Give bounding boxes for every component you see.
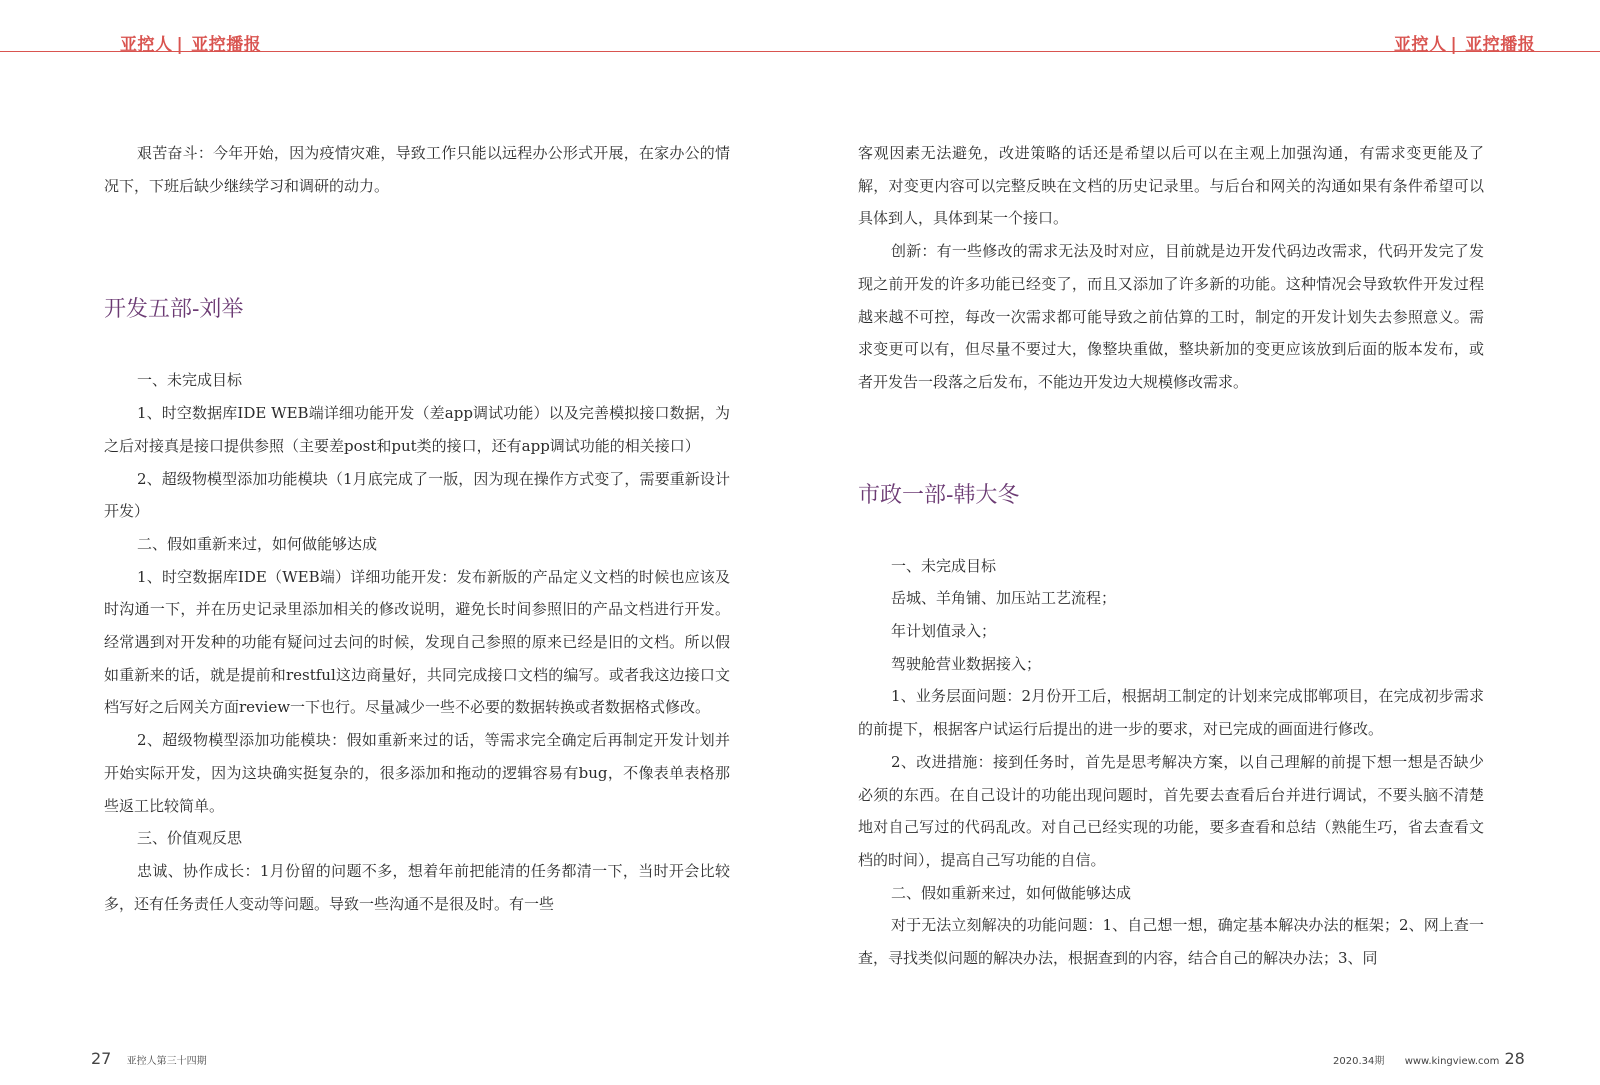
header-brand: 亚控人 [1394, 35, 1447, 55]
header-separator: | [176, 35, 184, 55]
paragraph: 忠诚、协作成长：1月份留的问题不多，想着年前把能清的任务都清一下，当时开会比较多，还有任务责任人变动等问题。导致一些沟通不是很及时。有一些 [104, 861, 730, 913]
paragraph: 年计划值录入； [891, 622, 997, 641]
paragraph: 驾驶舱营业数据接入； [891, 654, 1042, 673]
paragraph: 对于无法立刻解决的功能问题：1、自己想一想，确定基本解决办法的框架；2、网上查一查，寻找类似问题的解决办法，根据查到的内容，结合自己的解决办法；3、同 [858, 916, 1484, 968]
paragraph: 2、改进措施：接到任务时，首先是思考解决方案，以自己理解的前提下想一想是否缺少必须的东西。在自己设计的功能出现问题时，首先要去查看后台并进行调试，不要头脑不清楚地对自己写过的代码乱改。对自己已经实现的功能，要多查看和总结（熟能生巧，省去查看文档的时间），提高自己写功能的自信。 [858, 752, 1484, 869]
paragraph: 客观因素无法避免，改进策略的话还是希望以后可以在主观上加强沟通，有需求变更能及了解，对变更内容可以完整反映在文档的历史记录里。与后台和网关的沟通如果有条件希望可以具体到人，具体到某一个接口。 [858, 144, 1484, 228]
paragraph: 1、业务层面问题：2月份开工后，根据胡工制定的计划来完成邯郸项目，在完成初步需求的前提下，根据客户试运行后提出的进一步的要求，对已完成的画面进行修改。 [858, 687, 1484, 739]
header-section: 亚控播报 [191, 35, 262, 55]
paragraph: 二、假如重新来过，如何做能够达成 [137, 534, 378, 553]
header-right [1394, 30, 1535, 55]
left-page-column [104, 137, 730, 920]
header-separator: | [1450, 35, 1458, 55]
right-page-column [858, 137, 1484, 975]
paragraph: 2、超级物模型添加功能模块（1月底完成了一版，因为现在操作方式变了，需要重新设计开发） [104, 469, 730, 521]
section-heading: 开发五部-刘举 [104, 297, 244, 323]
website: www.kingview.com [1404, 1056, 1500, 1067]
paragraph: 一、未完成目标 [891, 556, 997, 575]
issue-label: 亚控人第三十四期 [126, 1056, 207, 1067]
paragraph: 艰苦奋斗：今年开始，因为疫情灾难，导致工作只能以远程办公形式开展，在家办公的情况下，下班后缺少继续学习和调研的动力。 [104, 144, 730, 195]
header-brand: 亚控人 [120, 35, 173, 55]
paragraph: 三、价值观反思 [137, 829, 243, 848]
header-section: 亚控播报 [1465, 35, 1536, 55]
paragraph: 一、未完成目标 [137, 371, 243, 390]
footer-left [91, 1049, 207, 1068]
section-heading: 市政一部-韩大冬 [858, 482, 1020, 508]
paragraph: 二、假如重新来过，如何做能够达成 [891, 883, 1132, 902]
paragraph: 创新：有一些修改的需求无法及时对应，目前就是边开发代码边改需求，代码开发完了发现之前开发的许多功能已经变了，而且又添加了许多新的功能。这种情况会导致软件开发过程越来越不可控，每改一次需求都可能导致之前估算的工时，制定的开发计划失去参照意义。需求变更可以有，但尽量不要过大，像整块重做，整块新加的变更应该放到后面的版本发布，或者开发告一段落之后发布，不能边开发边大规模修改需求。 [858, 242, 1484, 391]
issue-date: 2020.34期 [1333, 1056, 1385, 1067]
header-left [120, 30, 261, 55]
page-number: 28 [1504, 1049, 1525, 1068]
footer-right [1333, 1049, 1525, 1068]
paragraph: 1、时空数据库IDE WEB端详细功能开发（差app调试功能）以及完善模拟接口数据，为之后对接真是接口提供参照（主要差post和put类的接口，还有app调试功能的相关接口） [104, 404, 730, 455]
paragraph: 2、超级物模型添加功能模块：假如重新来过的话，等需求完全确定后再制定开发计划并开始实际开发，因为这块确实挺复杂的，很多添加和拖动的逻辑容易有bug，不像表单表格那些返工比较简单。 [104, 731, 730, 815]
page-number: 27 [91, 1049, 112, 1068]
paragraph: 岳城、羊角铺、加压站工艺流程； [891, 589, 1117, 608]
paragraph: 1、时空数据库IDE（WEB端）详细功能开发：发布新版的产品定义文档的时候也应该及时沟通一下，并在历史记录里添加相关的修改说明，避免长时间参照旧的产品文档进行开发。经常遇到对开发种的功能有疑问过去问的时候，发现自己参照的原来已经是旧的文档。所以假如重新来的话，就是提前和restful这边商量好，共同完成接口文档的编写。或者我这边接口文档写好之后网关方面review一下也行。尽量减少一些不必要的数据转换或者数据格式修改。 [104, 567, 730, 717]
